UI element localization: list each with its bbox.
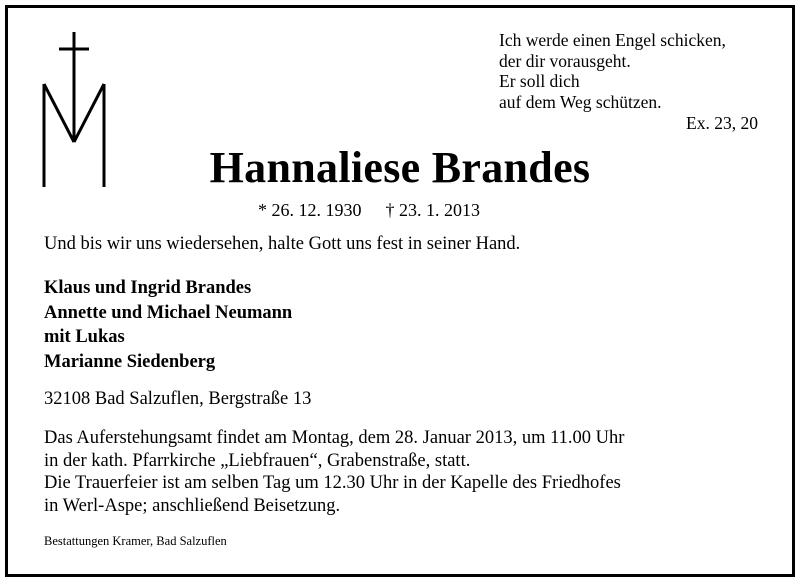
service-line: Die Trauerfeier ist am selben Tag um 12.30 Uhr in der Kapelle des Friedhofes bbox=[44, 473, 621, 493]
verse-reference: Ex. 23, 20 bbox=[686, 113, 758, 133]
undertaker-credit: Bestattungen Kramer, Bad Salzuflen bbox=[44, 534, 227, 548]
verse-line: der dir vorausgeht. bbox=[499, 50, 631, 71]
address: 32108 Bad Salzuflen, Bergstraße 13 bbox=[44, 389, 312, 409]
bible-verse bbox=[499, 30, 726, 112]
service-line: in der kath. Pfarrkirche „Liebfrauen“, Grabenstraße, statt. bbox=[44, 450, 471, 471]
mourner-line: Annette und Michael Neumann bbox=[44, 302, 293, 323]
life-dates bbox=[258, 200, 480, 221]
death-date: † 23. 1. 2013 bbox=[385, 200, 480, 220]
mourners-list bbox=[44, 276, 292, 374]
birth-date: * 26. 12. 1930 bbox=[258, 200, 362, 220]
mourner-line: Marianne Siedenberg bbox=[44, 351, 216, 372]
service-info bbox=[44, 427, 624, 517]
verse-line: Ich werde einen Engel schicken, bbox=[499, 30, 726, 50]
verse-line: Er soll dich bbox=[499, 71, 580, 91]
deceased-name: Hannaliese Brandes bbox=[209, 143, 591, 192]
service-line: in Werl-Aspe; anschließend Beisetzung. bbox=[44, 495, 341, 516]
service-line: Das Auferstehungsamt findet am Montag, dem 28. Januar 2013, um 11.00 Uhr bbox=[44, 428, 625, 448]
verse-line: auf dem Weg schützen. bbox=[499, 91, 662, 112]
mourner-line: mit Lukas bbox=[44, 327, 125, 347]
intro-text: Und bis wir uns wiedersehen, halte Gott uns fest in seiner Hand. bbox=[44, 234, 521, 254]
mourner-line: Klaus und Ingrid Brandes bbox=[44, 278, 252, 298]
